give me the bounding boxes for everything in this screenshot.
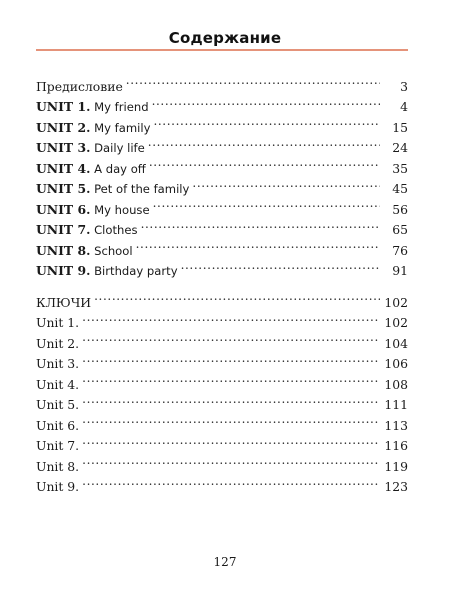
toc-entry-label [36,220,138,241]
dot-leader [82,348,380,369]
page-number: 127 [213,555,237,569]
toc-page-number: 102 [384,294,408,310]
dot-leader [82,368,380,389]
toc-page-number: 116 [384,438,408,453]
dot-leader [82,307,380,328]
unit-title: School [90,243,133,258]
toc-entry-label [36,159,146,180]
toc-entry [36,450,408,474]
unit-number: UNIT 6. [36,201,91,217]
unit-number: UNIT 4. [36,160,91,176]
table-of-contents [36,70,408,494]
toc-entry [36,389,408,410]
toc-page-number: 24 [392,140,408,155]
toc-entry-label: Unit 5. [36,397,80,412]
unit-number: UNIT 8. [36,242,91,258]
unit-title: Clothes [90,223,138,237]
toc-page-number: 108 [384,376,408,392]
toc-entry-label [36,261,178,282]
toc-entry-label: Unit 6. [36,417,80,433]
page-title: Содержание [168,29,282,47]
dot-leader [181,255,380,276]
toc-entry-label: Unit 8. [36,458,80,474]
toc-entry-label [36,138,145,159]
toc-entry-label [36,118,150,139]
unit-title: Pet of the family [90,182,190,196]
title-underline [36,49,408,51]
toc-entry [36,471,408,492]
toc-page-number: 3 [400,78,408,94]
toc-page-number: 56 [392,201,408,217]
dot-leader [148,132,380,153]
dot-leader [82,389,380,410]
dot-leader [136,234,380,255]
unit-number: UNIT 9. [36,263,91,278]
dot-leader [94,286,380,307]
dot-leader [82,471,380,492]
unit-number: UNIT 5. [36,181,91,196]
toc-page-number: 104 [384,335,408,351]
toc-entry-label: Unit 4. [36,376,80,392]
toc-entry [36,368,408,392]
toc-page-number: 45 [392,181,408,196]
toc-entry-label [36,200,150,221]
dot-leader [82,409,380,430]
unit-number: UNIT 1. [36,99,91,114]
dot-leader [141,214,380,235]
toc-entry-label: Unit 3. [36,356,80,371]
unit-title: My family [90,120,151,135]
toc-entry-label: Unit 2. [36,335,80,351]
toc-entry [36,430,408,451]
toc-entry [36,70,408,94]
toc-entry-label: Unit 1. [36,315,80,330]
toc-page-number: 15 [392,119,408,135]
toc-entry [36,286,408,310]
toc-page-number: 76 [392,242,408,258]
toc-entry [36,327,408,351]
unit-number: UNIT 3. [36,140,91,155]
toc-page-number: 65 [392,222,408,237]
toc-entry [36,348,408,369]
toc-entry-label [36,241,133,262]
toc-page-number: 106 [384,356,408,371]
toc-entry-label [36,97,149,118]
toc-page-number: 35 [392,160,408,176]
dot-leader [82,327,380,348]
toc-page-number: 102 [384,315,408,330]
dot-leader [153,111,380,132]
toc-entry-label: Предисловие [36,78,123,94]
dot-leader [82,430,380,451]
unit-number: UNIT 7. [36,222,91,237]
dot-leader [82,450,380,471]
dot-leader [153,193,380,214]
dot-leader [192,173,380,194]
toc-page-number: 4 [400,99,408,114]
unit-title: My friend [90,100,149,114]
toc-entry-label: КЛЮЧИ [36,294,92,310]
toc-page-number: 113 [384,417,408,433]
unit-title: Birthday party [90,264,178,278]
unit-title: A day off [90,161,146,176]
keys-list [36,286,408,494]
toc-entry [36,409,408,433]
contents-list [36,70,408,278]
toc-entry-label: Unit 7. [36,438,80,453]
toc-page-number: 91 [392,263,408,278]
dot-leader [152,91,380,112]
toc-page-number: 119 [384,458,408,474]
unit-title: My house [90,202,150,217]
unit-title: Daily life [90,141,145,155]
toc-page-number: 123 [384,479,408,494]
dot-leader [126,70,380,91]
toc-page-number: 111 [384,397,408,412]
toc-entry-label: Unit 9. [36,479,80,494]
dot-leader [149,152,380,173]
unit-number: UNIT 2. [36,119,91,135]
toc-entry [36,307,408,328]
